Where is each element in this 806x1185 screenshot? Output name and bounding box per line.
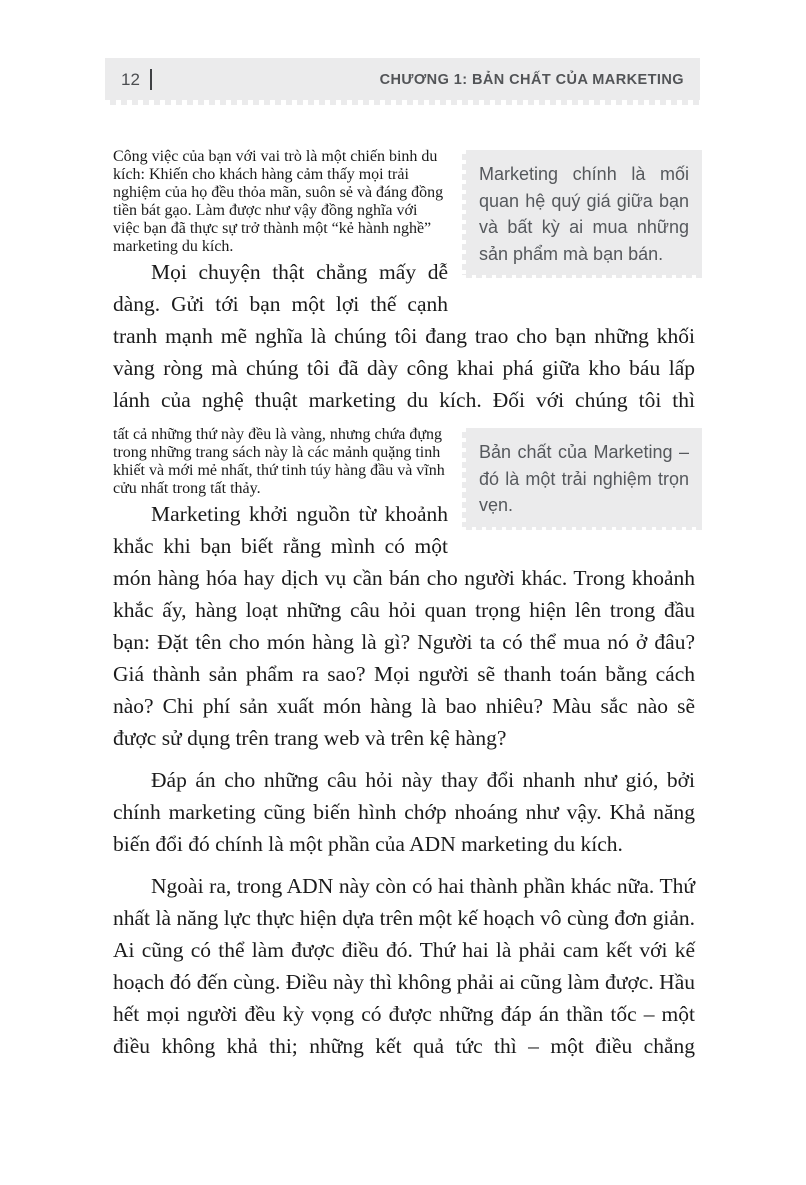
running-chapter-title: CHƯƠNG 1: BẢN CHẤT CỦA MARKETING <box>379 71 684 88</box>
pull-quote-1-text: Marketing chính là mối quan hệ quý giá giữa bạn và bất kỳ ai mua những sản phẩm mà bạn bán. <box>479 164 689 264</box>
pull-quote-1 <box>462 150 702 278</box>
paragraph-3-text: Marketing khởi nguồn từ khoảnh khắc khi bạn biết rằng mình có một món hàng hóa hay dịch vụ cần bán cho người khác. Trong khoảnh khắc ấy, hàng loạt những câu hỏi quan trọng hiện lên trong đầu bạn: Đặt tên cho món hàng là gì? Người ta có thể mua nó ở đâu? Giá thành sản phẩm ra sao? Mọi người sẽ thanh toán bằng cách nào? Chi phí sản xuất món hàng là bao nhiêu? Màu sắc nào sẽ được sử dụng trên trang web và trên kệ hàng? <box>113 502 695 750</box>
page-number: 12 <box>121 69 140 89</box>
paragraph-5-text: Ngoài ra, trong ADN này còn có hai thành phần khác nữa. Thứ nhất là năng lực thực hiện dựa trên một kế hoạch vô cùng đơn giản. Ai cũng có thể làm được điều đó. Thứ hai là phải cam kết với kế hoạch đó đến cùng. Điều này thì không phải ai cũng làm được. Hầu hết mọi người đều kỳ vọng có được những đáp án thần tốc – một điều không khả thi; những kết quả tức thì – một điều chẳng <box>113 874 695 1058</box>
paragraph-4 <box>113 764 695 860</box>
page-header <box>105 58 700 105</box>
paragraph-4-text: Đáp án cho những câu hỏi này thay đổi nhanh như gió, bởi chính marketing cũng biến hình chớp nhoáng như vậy. Khả năng biến đổi đó chính là một phần của ADN marketing du kích. <box>113 768 695 856</box>
pull-quote-2 <box>462 428 702 530</box>
text-column <box>113 138 695 1062</box>
paragraph-2-part-a <box>113 256 695 416</box>
paragraph-2a-text: Mọi chuyện thật chẳng mấy dễ dàng. Gửi tới bạn một lợi thế cạnh tranh mạnh mẽ nghĩa là chúng tôi đang trao cho bạn những khối vàng ròng mà chúng tôi đã dày công khai phá giữa kho báu lấp lánh của nghệ thuật marketing du kích. Đối với chúng tôi thì <box>113 260 695 412</box>
paragraph-5 <box>113 870 695 1062</box>
folio-divider <box>150 69 152 90</box>
paragraph-1-text: Công việc của bạn với vai trò là một chiến binh du kích: Khiến cho khách hàng cảm thấy mọi trải nghiệm của họ đều thỏa mãn, suôn sẻ và đáng đồng tiền bát gạo. Làm được như vậy đồng nghĩa với việc bạn đã thực sự trở thành một “kẻ hành nghề” marketing du kích. <box>113 148 444 255</box>
paragraph-2b-text: tất cả những thứ này đều là vàng, nhưng chứa đựng trong những trang sách này là các mảnh quặng tinh khiết và mới mẻ nhất, thứ tinh túy hàng đầu và vĩnh cửu nhất trong tất thảy. <box>113 426 445 497</box>
folio <box>121 69 152 90</box>
pull-quote-2-text: Bản chất của Marketing – đó là một trải nghiệm trọn vẹn. <box>479 442 689 515</box>
paragraph-3 <box>113 498 695 754</box>
